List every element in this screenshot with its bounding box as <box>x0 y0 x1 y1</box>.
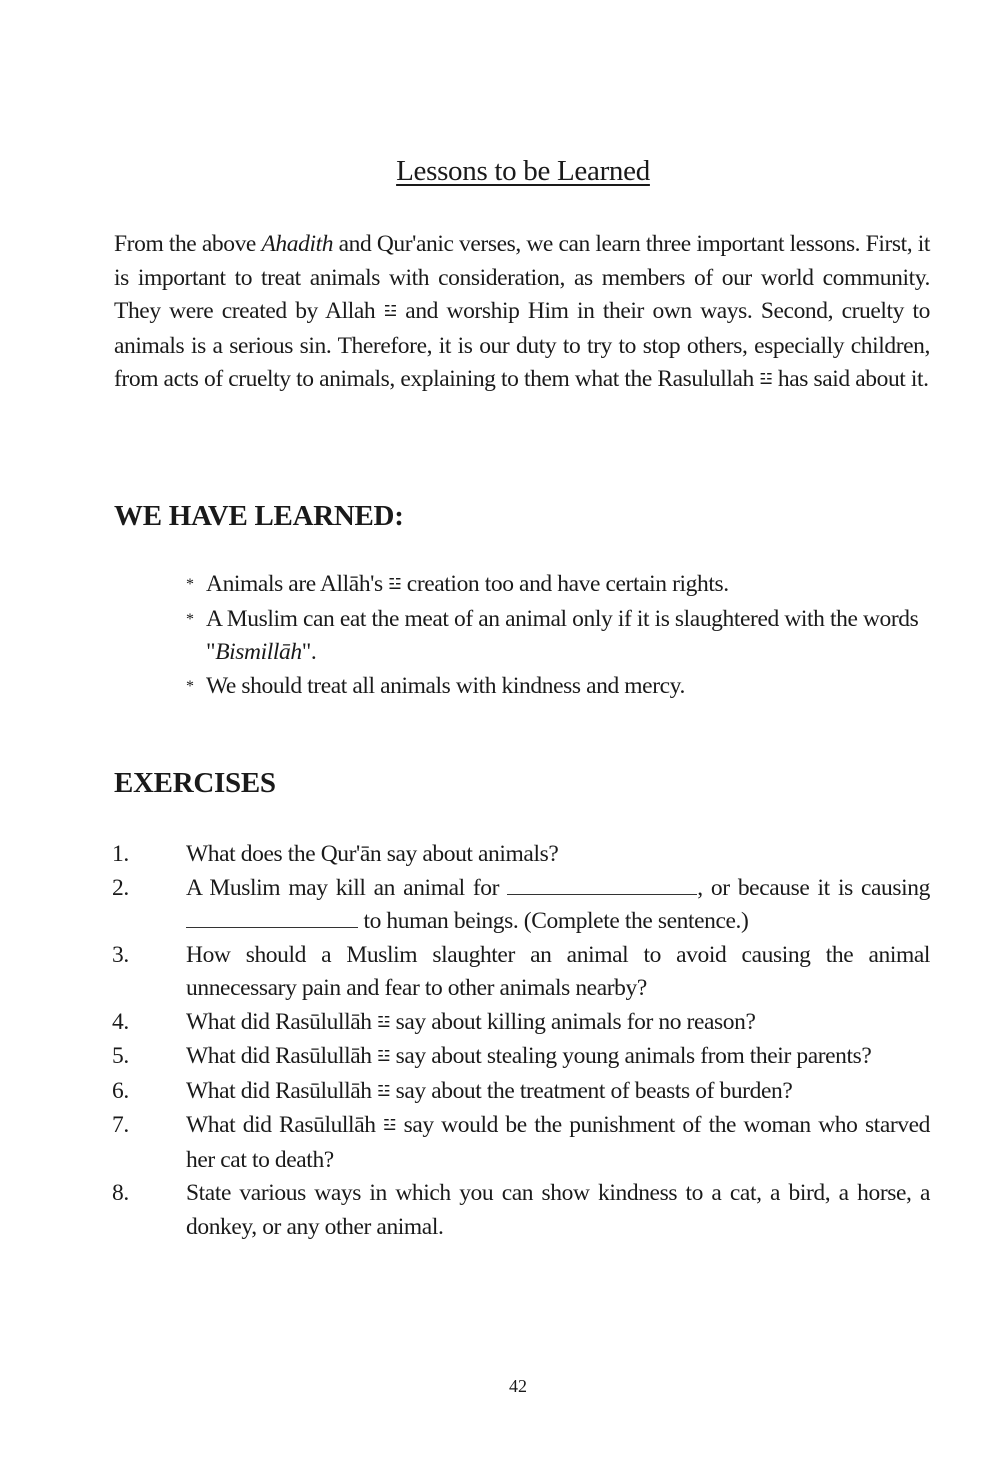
exercise-text <box>186 872 930 939</box>
honorific-icon: ☳ <box>377 1049 391 1065</box>
exercise-item <box>112 939 930 1006</box>
bullet-icon: * <box>186 610 194 628</box>
exercise-text <box>186 1109 930 1177</box>
honorific-icon: ☳ <box>377 1014 391 1031</box>
exercise-text-part: What did Rasūlullāh <box>186 1043 378 1069</box>
honorific-icon: ☳ <box>383 1118 397 1134</box>
exercise-item <box>112 1177 930 1244</box>
intro-text: From the above <box>114 231 262 257</box>
honorific-icon: ☳ <box>388 577 402 593</box>
exercise-number: 6. <box>112 1077 129 1104</box>
exercise-number: 1. <box>112 841 129 867</box>
honorific-icon: ☳ <box>377 1083 391 1100</box>
list-item-italic: Bismillāh <box>215 639 302 665</box>
exercise-text: State various ways in which you can show kindness to a cat, a bird, a horse, a donkey, or any other animal. <box>186 1180 930 1240</box>
exercise-text <box>186 1006 930 1041</box>
exercise-text <box>186 1040 930 1075</box>
exercise-number: 7. <box>112 1112 129 1138</box>
exercise-item <box>112 1109 930 1177</box>
exercise-text-part: say about stealing young animals from their parents? <box>390 1043 872 1069</box>
exercise-text-part: to human beings. (Complete the sentence.) <box>358 908 749 934</box>
list-item <box>186 603 931 670</box>
exercise-text-part: say about the treatment of beasts of burden? <box>390 1077 793 1104</box>
exercise-text-part: What did Rasūlullāh <box>186 1112 384 1138</box>
honorific-icon: ☳ <box>759 372 773 388</box>
exercise-text: What does the Qur'ān say about animals? <box>186 841 559 867</box>
exercises-list <box>112 838 930 1244</box>
we-have-learned-heading: WE HAVE LEARNED: <box>114 500 404 532</box>
exercise-item <box>112 1006 930 1041</box>
learned-list <box>186 568 931 703</box>
exercise-number: 5. <box>112 1043 129 1069</box>
bullet-icon: * <box>186 677 194 695</box>
page-title: Lessons to be Learned <box>396 155 650 187</box>
exercise-item <box>112 838 930 872</box>
exercise-text <box>186 1075 930 1110</box>
intro-text: has said about it. <box>772 366 929 392</box>
bullet-icon: * <box>186 576 194 593</box>
exercise-text-part: A Muslim may kill an animal for <box>186 874 508 901</box>
exercise-text-part: , or because it is causing <box>697 874 930 901</box>
exercise-text: How should a Muslim slaughter an animal to avoid causing the animal unnecessary pain and fear to other animals nearby? <box>186 941 930 1001</box>
intro-paragraph <box>114 228 930 398</box>
exercise-number: 3. <box>112 941 129 968</box>
honorific-icon: ☳ <box>383 304 397 320</box>
exercise-number: 2. <box>112 874 129 901</box>
exercises-heading: EXERCISES <box>114 767 276 799</box>
list-item-text: Animals are Allāh's <box>206 571 389 597</box>
list-item-text: ". <box>301 639 317 665</box>
exercise-text-part: What did Rasūlullāh <box>186 1077 378 1104</box>
intro-text: and worship Him in their own ways. Second, cruelty to animals is a serious sin. Therefore, it is our duty to try to stop others, especially children, from acts of cruelty to animals, explaining to them what the Rasulullah <box>114 298 930 392</box>
exercise-text-part: say about killing animals for no reason? <box>390 1008 756 1035</box>
fill-in-blank[interactable] <box>186 907 358 928</box>
exercise-item <box>112 1040 930 1075</box>
list-item <box>186 568 931 603</box>
page-number: 42 <box>509 1376 527 1396</box>
intro-text: and Qur'anic verses, we can learn three important lessons. First, it is important to treat animals with consideration, as members of our world community. They were created by Allah <box>114 231 930 324</box>
exercise-item <box>112 1075 930 1110</box>
list-item-text: creation too and have certain rights. <box>401 571 729 597</box>
exercise-number: 4. <box>112 1008 129 1035</box>
list-item <box>186 670 931 704</box>
list-item-text: A Muslim can eat the meat of an animal only if it is slaughtered with the words " <box>206 605 919 665</box>
list-item-text: We should treat all animals with kindness and mercy. <box>206 672 685 699</box>
fill-in-blank[interactable] <box>507 874 697 895</box>
intro-italic-term: Ahadith <box>261 231 334 257</box>
exercise-text-part: say would be the punishment of the woman who starved her cat to death? <box>186 1112 931 1173</box>
exercise-text-part: What did Rasūlullāh <box>186 1008 378 1035</box>
exercise-item <box>112 872 930 939</box>
exercise-number: 8. <box>112 1180 129 1206</box>
